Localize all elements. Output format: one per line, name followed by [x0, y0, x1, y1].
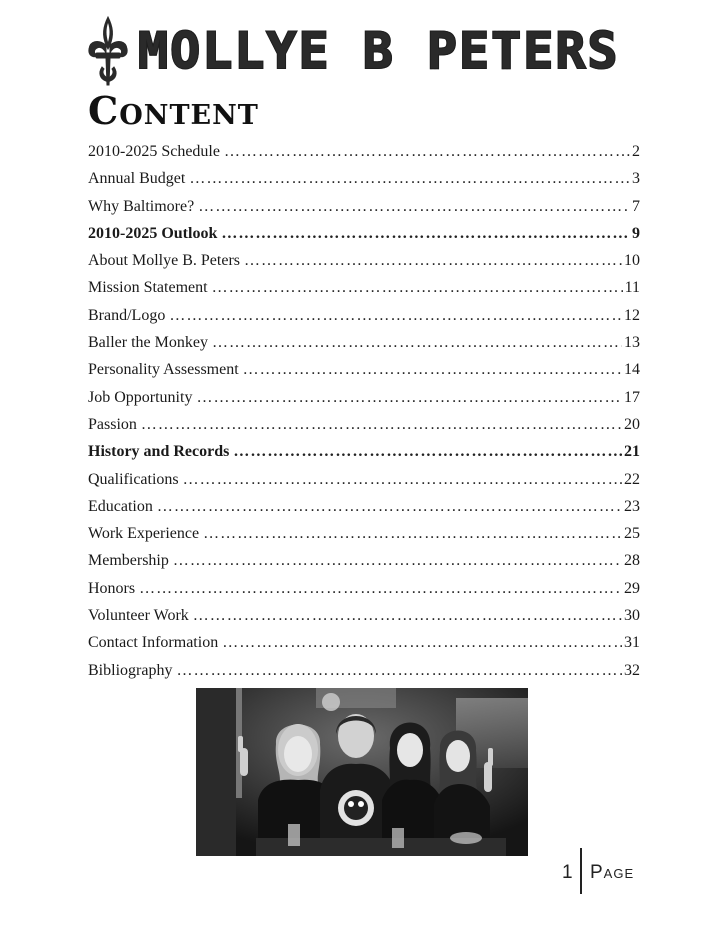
toc-leader-dots: [157, 493, 622, 520]
toc-entry[interactable]: [88, 629, 640, 656]
toc-leader-dots: [169, 302, 622, 329]
toc-entry-label: 2010-2025 Schedule: [88, 143, 220, 160]
toc-entry-label: Membership: [88, 552, 169, 570]
toc-entry[interactable]: [88, 547, 640, 574]
toc-leader-dots: [176, 657, 622, 684]
page-number: 1: [562, 862, 573, 883]
toc-entry[interactable]: [88, 193, 640, 220]
toc-entry-label: History and Records: [88, 443, 230, 461]
toc-entry-page: 20: [624, 415, 640, 433]
toc-entry-label: Mission Statement: [88, 279, 208, 297]
fleur-de-lis-icon: [84, 15, 132, 87]
toc-leader-dots: [173, 547, 622, 574]
document-header: [84, 14, 644, 88]
page-footer: [560, 848, 650, 896]
toc-entry[interactable]: [88, 138, 640, 165]
toc-entry-page: 31: [624, 634, 640, 652]
toc-entry-page: 29: [624, 579, 640, 597]
toc-entry[interactable]: [88, 165, 640, 192]
toc-entry[interactable]: [88, 602, 640, 629]
page-title: Content: [88, 88, 259, 133]
toc-entry[interactable]: [88, 411, 640, 438]
toc-entry[interactable]: [88, 657, 640, 684]
toc-entry-label: Annual Budget: [88, 170, 186, 188]
toc-leader-dots: [233, 438, 622, 465]
toc-entry-label: Why Baltimore?: [88, 197, 195, 215]
toc-entry-label: Personality Assessment: [88, 361, 239, 379]
toc-leader-dots: [224, 138, 630, 165]
toc-entry[interactable]: [88, 247, 640, 274]
table-of-contents: [88, 138, 640, 684]
toc-entry-label: 2010-2025 Outlook: [88, 224, 218, 242]
toc-entry[interactable]: [88, 302, 640, 329]
toc-entry[interactable]: [88, 575, 640, 602]
toc-leader-dots: [243, 356, 622, 383]
toc-entry-label: Qualifications: [88, 470, 179, 488]
toc-entry-label: Contact Information: [88, 634, 219, 652]
toc-entry[interactable]: [88, 520, 640, 547]
toc-leader-dots: [183, 466, 622, 493]
toc-entry-page: 21: [624, 443, 640, 461]
toc-leader-dots: [189, 165, 630, 192]
toc-entry-page: 2: [632, 143, 640, 160]
header-title-text: MOLLYE B PETERS: [138, 22, 620, 80]
toc-entry-page: 32: [624, 661, 640, 679]
toc-entry[interactable]: [88, 220, 640, 247]
toc-entry-page: 25: [624, 525, 640, 543]
toc-entry[interactable]: [88, 466, 640, 493]
toc-entry-page: 28: [624, 552, 640, 570]
toc-entry-page: 12: [624, 306, 640, 324]
toc-entry-page: 13: [624, 334, 640, 352]
toc-leader-dots: [139, 575, 622, 602]
toc-entry-page: 3: [632, 170, 640, 188]
toc-leader-dots: [198, 193, 630, 220]
toc-entry-page: 23: [624, 497, 640, 515]
toc-entry-label: Education: [88, 497, 153, 515]
group-photo: [196, 688, 528, 856]
toc-leader-dots: [222, 629, 622, 656]
toc-leader-dots: [193, 602, 622, 629]
toc-entry-page: 22: [624, 470, 640, 488]
toc-leader-dots: [196, 384, 622, 411]
toc-entry-label: Bibliography: [88, 661, 173, 679]
page-label: Page: [590, 862, 635, 883]
toc-entry-label: Work Experience: [88, 525, 200, 543]
toc-entry-label: Job Opportunity: [88, 388, 193, 406]
header-title: [138, 22, 620, 80]
toc-entry-label: Baller the Monkey: [88, 334, 208, 352]
toc-entry[interactable]: [88, 438, 640, 465]
toc-entry[interactable]: [88, 384, 640, 411]
footer-divider: [580, 848, 582, 894]
toc-entry[interactable]: [88, 356, 640, 383]
toc-entry-page: 7: [632, 197, 640, 215]
toc-leader-dots: [212, 329, 622, 356]
toc-entry-label: Brand/Logo: [88, 306, 166, 324]
toc-entry-label: About Mollye B. Peters: [88, 252, 240, 270]
toc-entry-page: 17: [624, 388, 640, 406]
toc-entry-label: Passion: [88, 415, 137, 433]
toc-entry-label: Volunteer Work: [88, 607, 189, 625]
toc-entry-page: 14: [624, 361, 640, 379]
toc-entry-page: 11: [624, 279, 640, 297]
toc-entry[interactable]: [88, 329, 640, 356]
toc-entry[interactable]: [88, 493, 640, 520]
toc-leader-dots: [221, 220, 630, 247]
toc-leader-dots: [244, 247, 622, 274]
toc-entry[interactable]: [88, 274, 640, 301]
toc-entry-page: 10: [624, 252, 640, 270]
toc-leader-dots: [212, 274, 623, 301]
toc-entry-page: 9: [632, 224, 640, 242]
toc-leader-dots: [141, 411, 622, 438]
toc-entry-label: Honors: [88, 579, 136, 597]
group-photo-image: [196, 688, 528, 856]
toc-leader-dots: [203, 520, 622, 547]
toc-entry-page: 30: [624, 607, 640, 625]
